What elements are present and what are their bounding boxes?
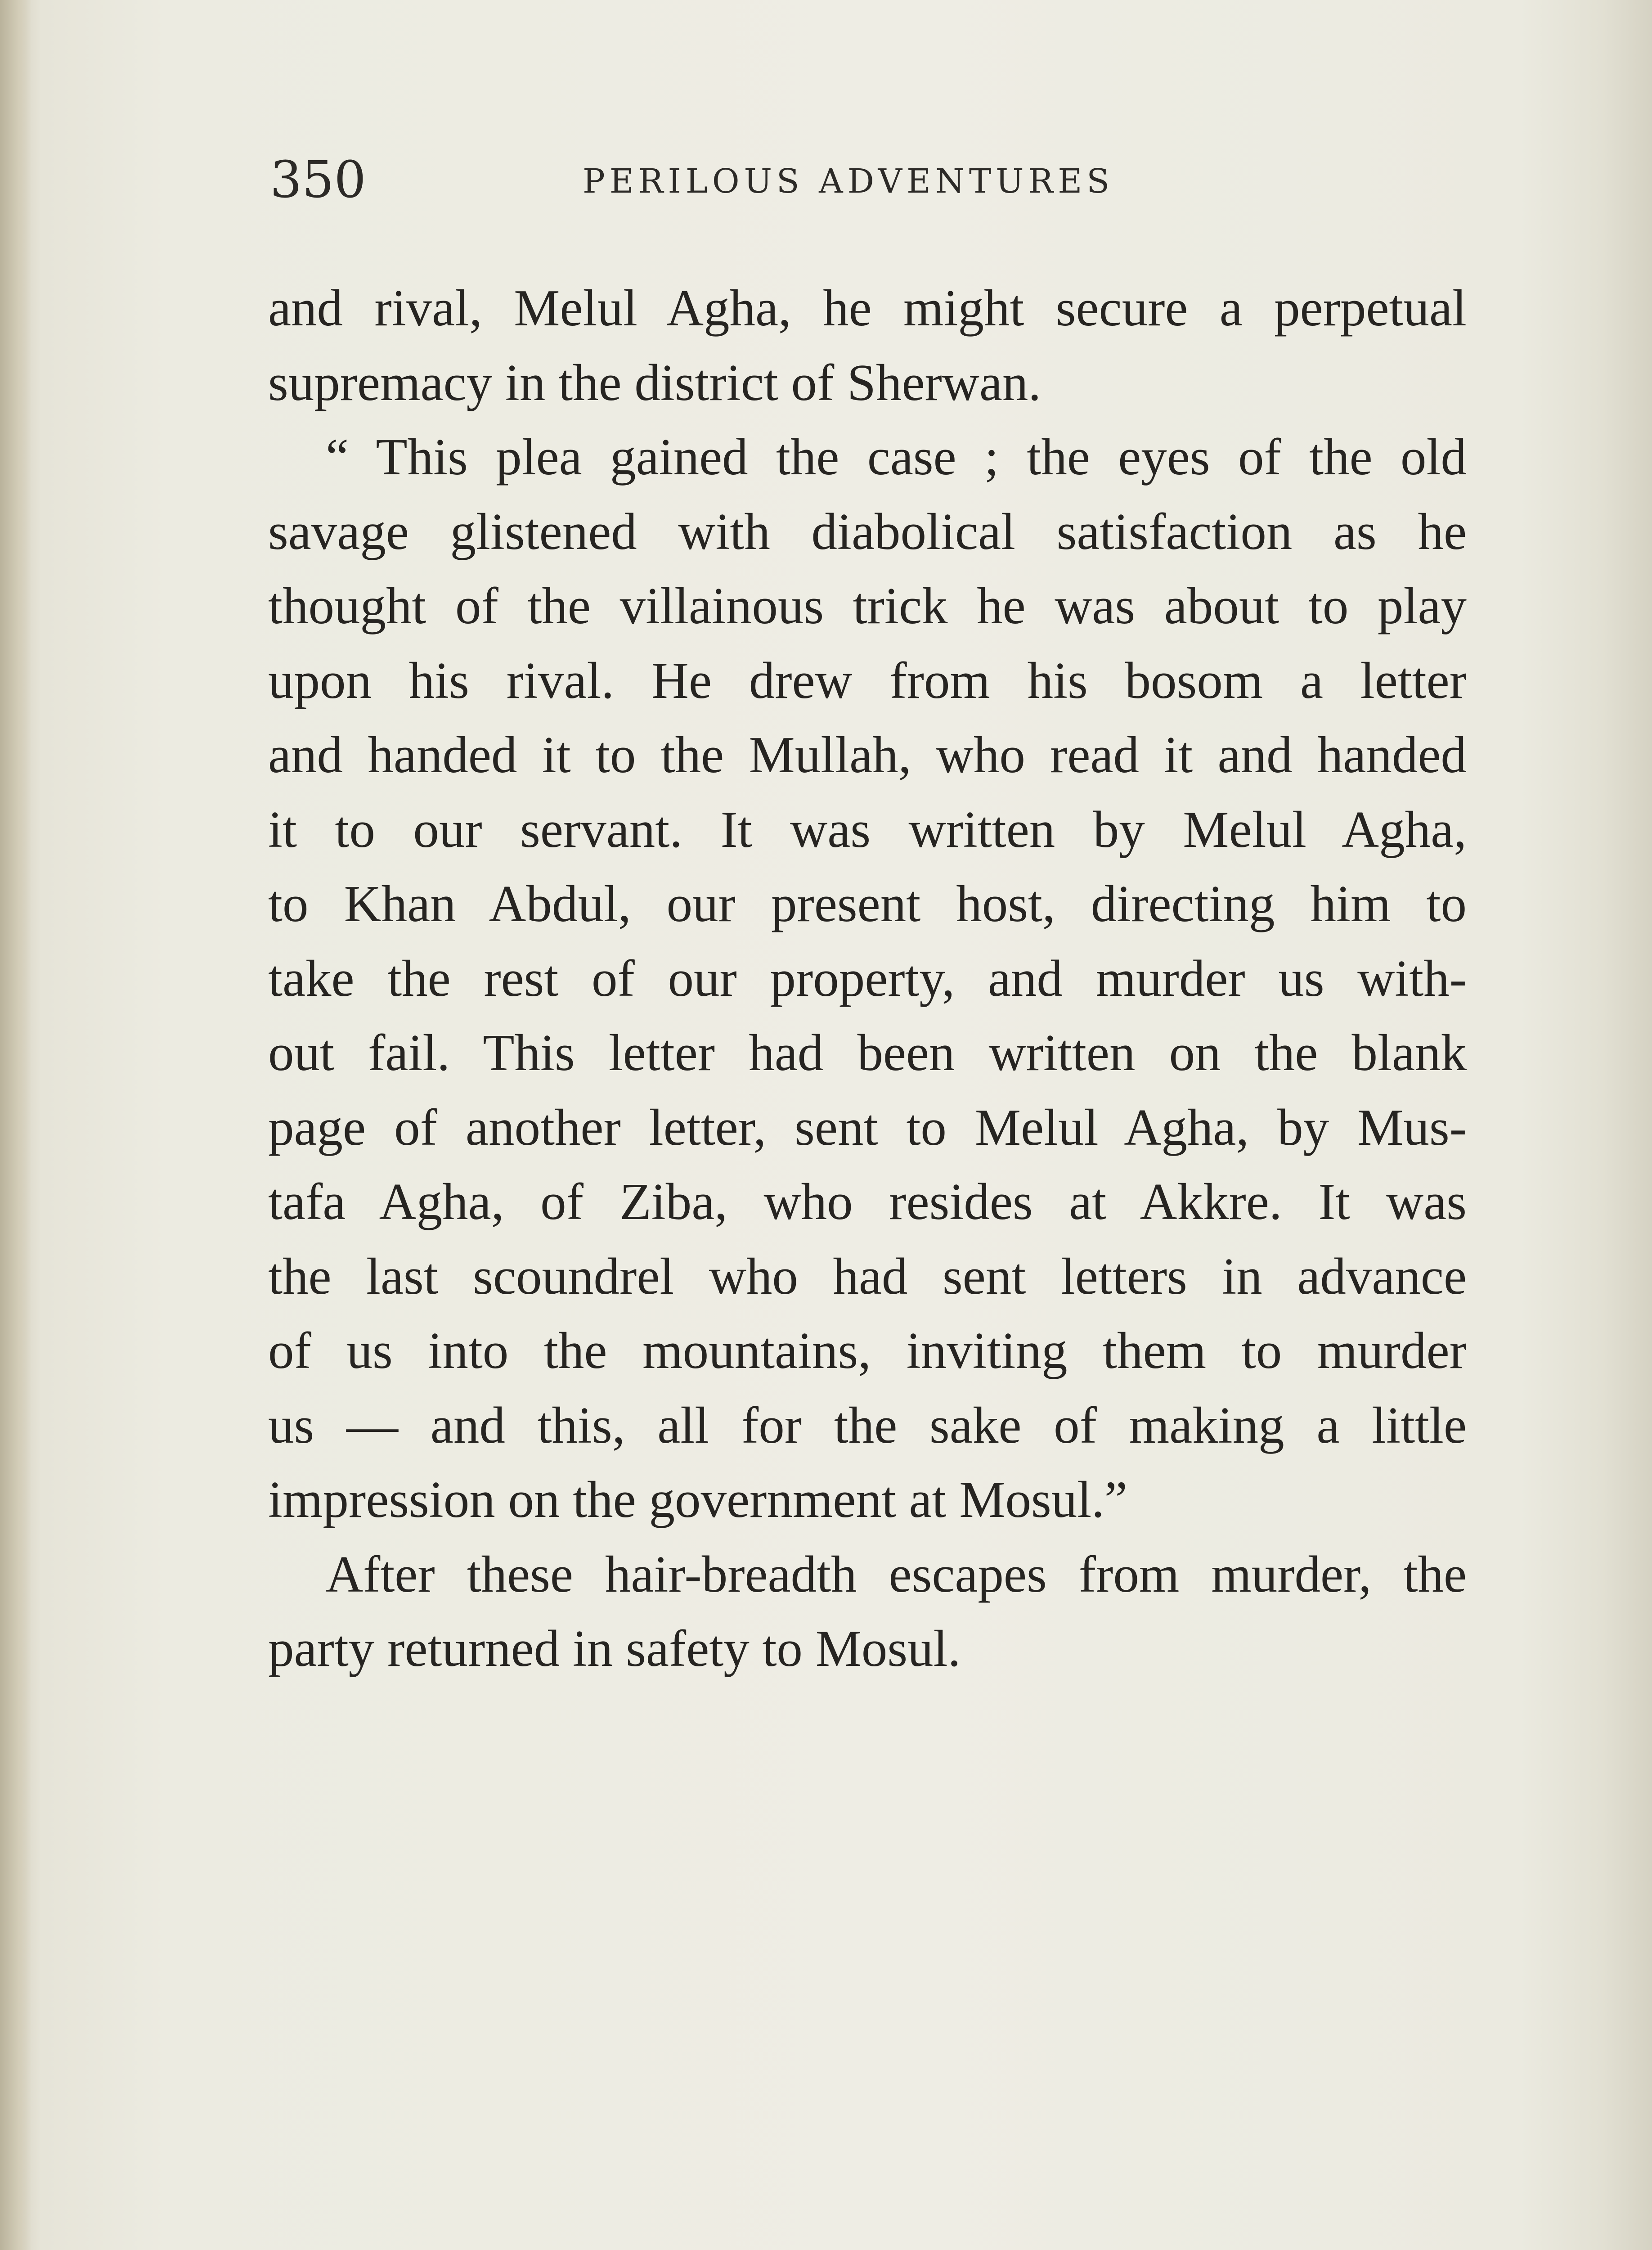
text-line: After these hair-breadth escapes from murder, the <box>326 1545 1467 1603</box>
text-line: and handed it to the Mullah, who read it and handed <box>268 726 1467 783</box>
text-line: party returned in safety to Mosul. <box>268 1620 961 1677</box>
running-head: PERILOUS ADVENTURES <box>583 162 1114 201</box>
page-header <box>270 148 1467 212</box>
text-line: upon his rival. He drew from his bosom a letter <box>268 652 1467 709</box>
paragraph-2 <box>268 420 1467 1537</box>
text-line: us — and this, all for the sake of making a little <box>268 1396 1467 1454</box>
text-line: it to our servant. It was written by Melul Agha, <box>268 801 1467 858</box>
text-line: tafa Agha, of Ziba, who resides at Akkre. It was <box>268 1173 1467 1230</box>
text-line: impression on the government at Mosul.” <box>268 1471 1127 1528</box>
page-number: 350 <box>270 151 366 209</box>
text-line: to Khan Abdul, our present host, directing him to <box>268 875 1467 932</box>
text-line: thought of the villainous trick he was about to play <box>268 577 1467 634</box>
text-line: and rival, Melul Agha, he might secure a perpetual <box>268 279 1467 337</box>
text-line: page of another letter, sent to Melul Agha, by Mus- <box>268 1098 1467 1156</box>
body-text <box>268 271 1467 1686</box>
text-line: savage glistened with diabolical satisfaction as he <box>268 503 1467 560</box>
paragraph-3 <box>268 1537 1467 1686</box>
text-line: “ This plea gained the case ; the eyes of the old <box>326 428 1467 486</box>
text-line: out fail. This letter had been written on the blank <box>268 1024 1467 1081</box>
text-line: take the rest of our property, and murder us with- <box>268 950 1467 1007</box>
paragraph-1 <box>268 271 1467 420</box>
text-line: of us into the mountains, inviting them to murder <box>268 1322 1467 1379</box>
text-line: supremacy in the district of Sherwan. <box>268 354 1041 411</box>
page-gutter-shadow <box>0 0 31 2250</box>
text-line: the last scoundrel who had sent letters in advance <box>268 1247 1467 1305</box>
